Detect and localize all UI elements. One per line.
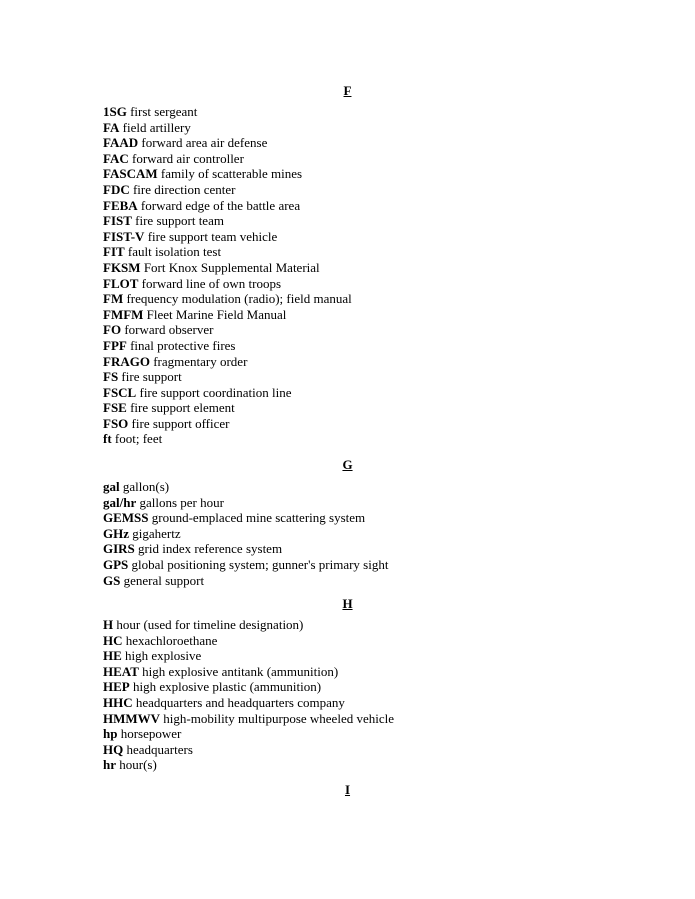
glossary-definition: global positioning system; gunner's primary sight bbox=[131, 556, 389, 572]
glossary-term: FMFM bbox=[103, 306, 144, 322]
glossary-term: gal/hr bbox=[103, 494, 137, 510]
glossary-definition: headquarters and headquarters company bbox=[135, 694, 345, 710]
glossary-definition: grid index reference system bbox=[138, 541, 283, 557]
glossary-entry bbox=[103, 416, 352, 432]
glossary-entry bbox=[103, 479, 388, 495]
glossary-definition: final protective fires bbox=[130, 337, 236, 353]
glossary-definition: forward edge of the battle area bbox=[140, 197, 301, 213]
glossary-term: HEP bbox=[103, 679, 130, 695]
glossary-term: FO bbox=[103, 322, 122, 338]
glossary-definition: gallon(s) bbox=[122, 479, 170, 494]
glossary-entry bbox=[103, 354, 352, 370]
glossary-entry bbox=[103, 229, 352, 245]
glossary-entry bbox=[103, 695, 394, 711]
glossary-term: FAAD bbox=[103, 135, 139, 151]
glossary-definition: high explosive plastic (ammunition) bbox=[132, 679, 322, 695]
glossary-entry bbox=[103, 104, 352, 120]
glossary-entry bbox=[103, 135, 352, 151]
glossary-term: HC bbox=[103, 632, 123, 648]
glossary-term: HHC bbox=[103, 694, 133, 710]
glossary-entry bbox=[103, 291, 352, 307]
glossary-definition: fire support team vehicle bbox=[147, 228, 278, 244]
glossary-definition: Fleet Marine Field Manual bbox=[146, 306, 287, 322]
glossary-list bbox=[103, 479, 388, 588]
glossary-definition: high-mobility multipurpose wheeled vehicle bbox=[163, 710, 394, 726]
glossary-definition: horsepower bbox=[120, 726, 182, 742]
glossary-term: gal bbox=[103, 479, 120, 494]
glossary-definition: first sergeant bbox=[130, 104, 198, 119]
glossary-term: FS bbox=[103, 369, 119, 385]
glossary-definition: fire support bbox=[121, 369, 182, 385]
glossary-definition: frequency modulation (radio); field manual bbox=[126, 291, 352, 307]
glossary-term: HQ bbox=[103, 741, 124, 757]
glossary-entry bbox=[103, 322, 352, 338]
glossary-entry bbox=[103, 151, 352, 167]
glossary-entry bbox=[103, 742, 394, 758]
glossary-entry bbox=[103, 213, 352, 229]
glossary-term: FDC bbox=[103, 181, 130, 197]
glossary-entry bbox=[103, 679, 394, 695]
glossary-term: FSCL bbox=[103, 384, 137, 400]
glossary-entry bbox=[103, 400, 352, 416]
glossary-term: hr bbox=[103, 757, 116, 773]
glossary-term: FIT bbox=[103, 244, 125, 260]
glossary-entry bbox=[103, 557, 388, 573]
glossary-term: H bbox=[103, 617, 114, 632]
glossary-definition: Fort Knox Supplemental Material bbox=[143, 259, 320, 275]
glossary-definition: forward air controller bbox=[132, 150, 244, 166]
glossary-definition: fire support team bbox=[135, 213, 224, 229]
glossary-term: FSO bbox=[103, 415, 129, 431]
glossary-list bbox=[103, 104, 352, 447]
glossary-entry bbox=[103, 633, 394, 649]
glossary-entry bbox=[103, 541, 388, 557]
glossary-definition: high explosive antitank (ammunition) bbox=[142, 663, 339, 679]
glossary-definition: fire support coordination line bbox=[139, 384, 292, 400]
glossary-definition: fault isolation test bbox=[127, 244, 222, 260]
glossary-entry bbox=[103, 276, 352, 292]
glossary-definition: headquarters bbox=[126, 741, 193, 757]
glossary-definition: high explosive bbox=[125, 648, 202, 664]
glossary-term: GEMSS bbox=[103, 510, 149, 526]
glossary-entry bbox=[103, 166, 352, 182]
glossary-entry bbox=[103, 526, 388, 542]
glossary-term: GPS bbox=[103, 556, 129, 572]
glossary-definition: hexachloroethane bbox=[125, 632, 218, 648]
glossary-term: GS bbox=[103, 572, 121, 588]
glossary-definition: gallons per hour bbox=[139, 494, 224, 510]
glossary-definition: family of scatterable mines bbox=[160, 166, 303, 182]
glossary-entry bbox=[103, 338, 352, 354]
glossary-term: FLOT bbox=[103, 275, 139, 291]
glossary-term: GIRS bbox=[103, 541, 135, 557]
glossary-term: FSE bbox=[103, 400, 127, 416]
glossary-entry bbox=[103, 664, 394, 680]
glossary-term: HEAT bbox=[103, 663, 139, 679]
glossary-term: 1SG bbox=[103, 104, 127, 119]
glossary-term: FRAGO bbox=[103, 353, 150, 369]
glossary-entry bbox=[103, 244, 352, 260]
glossary-entry bbox=[103, 307, 352, 323]
glossary-entry bbox=[103, 198, 352, 214]
glossary-term: FM bbox=[103, 291, 124, 307]
glossary-term: ft bbox=[103, 431, 112, 447]
glossary-entry bbox=[103, 431, 352, 447]
glossary-entry bbox=[103, 182, 352, 198]
glossary-entry bbox=[103, 385, 352, 401]
glossary-term: hp bbox=[103, 726, 118, 742]
section-heading: H bbox=[342, 596, 353, 611]
glossary-entry bbox=[103, 495, 388, 511]
glossary-entry bbox=[103, 757, 394, 773]
glossary-entry bbox=[103, 726, 394, 742]
section-heading: F bbox=[343, 83, 352, 98]
glossary-term: FPF bbox=[103, 337, 127, 353]
glossary-entry bbox=[103, 711, 394, 727]
glossary-definition: field artillery bbox=[122, 119, 191, 135]
glossary-term: HE bbox=[103, 648, 122, 664]
glossary-term: HMMWV bbox=[103, 710, 161, 726]
glossary-term: FIST-V bbox=[103, 228, 145, 244]
glossary-definition: fire support element bbox=[130, 400, 235, 416]
glossary-term: FAC bbox=[103, 150, 129, 166]
glossary-list bbox=[103, 617, 394, 773]
glossary-term: FA bbox=[103, 119, 120, 135]
glossary-term: FEBA bbox=[103, 197, 138, 213]
glossary-definition: fire direction center bbox=[132, 181, 236, 197]
glossary-definition: gigahertz bbox=[132, 525, 181, 541]
glossary-definition: forward observer bbox=[124, 322, 214, 338]
glossary-term: GHz bbox=[103, 525, 129, 541]
section-heading: I bbox=[344, 782, 351, 797]
glossary-definition: foot; feet bbox=[114, 431, 163, 447]
glossary-definition: forward area air defense bbox=[141, 135, 268, 151]
glossary-entry bbox=[103, 120, 352, 136]
glossary-entry bbox=[103, 617, 394, 633]
section-heading: G bbox=[342, 457, 353, 472]
glossary-definition: forward line of own troops bbox=[141, 275, 282, 291]
glossary-definition: hour(s) bbox=[119, 757, 157, 773]
glossary-entry bbox=[103, 648, 394, 664]
glossary-definition: fire support officer bbox=[131, 415, 230, 431]
glossary-entry bbox=[103, 510, 388, 526]
glossary-term: FKSM bbox=[103, 259, 141, 275]
glossary-definition: general support bbox=[123, 572, 205, 588]
glossary-definition: ground-emplaced mine scattering system bbox=[151, 510, 366, 526]
glossary-definition: fragmentary order bbox=[153, 353, 248, 369]
glossary-entry bbox=[103, 260, 352, 276]
glossary-definition: hour (used for timeline designation) bbox=[116, 617, 304, 632]
glossary-entry bbox=[103, 573, 388, 589]
glossary-entry bbox=[103, 369, 352, 385]
glossary-term: FASCAM bbox=[103, 166, 158, 182]
glossary-term: FIST bbox=[103, 213, 132, 229]
